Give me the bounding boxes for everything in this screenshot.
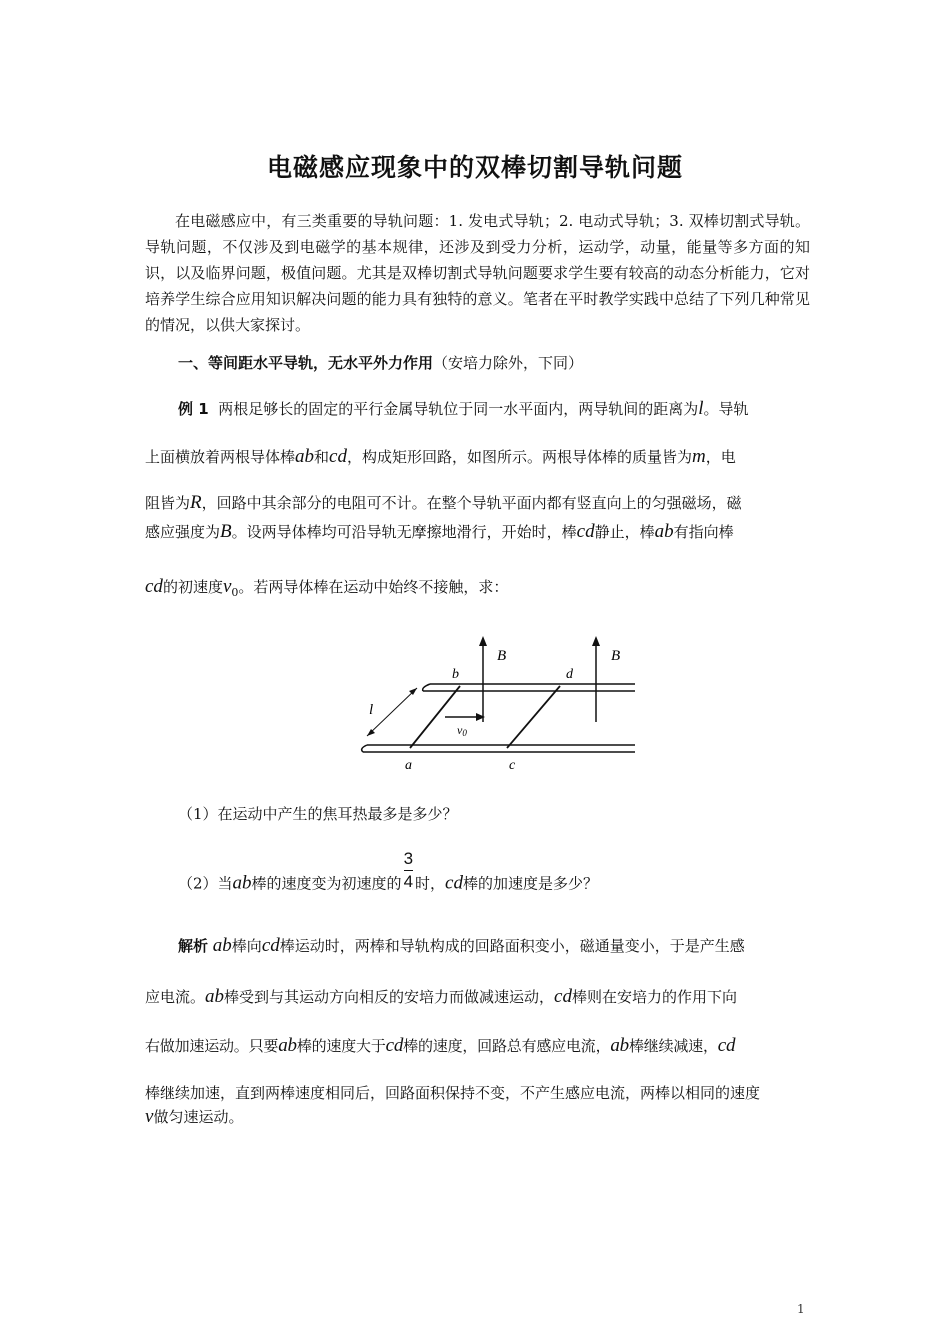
label-d: d	[566, 667, 573, 682]
label-c: c	[509, 758, 516, 773]
analysis-line-1: 解析 ab棒向cd棒运动时，两棒和导轨构成的回路面积变小，磁通量变小，于是产生感	[178, 935, 745, 956]
analysis-line-2: 应电流。ab棒受到与其运动方向相反的安培力而做减速运动，cd棒则在安培力的作用下向	[145, 986, 737, 1007]
example-1-line-5: cd的初速度$v_0$。若两导体棒在运动中始终不接触，求：	[145, 576, 509, 599]
page-number: 1	[797, 1302, 805, 1316]
section-1-heading: 一、等间距水平导轨，无水平外力作用（安培力除外，下同）	[178, 354, 584, 372]
question-2: （2）当ab棒的速度变为初速度的 $\frac{3}{4}$ 时，cd棒的加速度是多少？	[178, 849, 598, 894]
magnetic-field-arrowhead-2	[592, 636, 600, 646]
magnetic-field-arrowhead-1	[479, 636, 487, 646]
label-B-2: B	[611, 648, 621, 664]
rail-diagram	[355, 630, 640, 780]
example-1-line-4: 感应强度为B。设两导体棒均可沿导轨无摩擦地滑行，开始时，棒cd静止，棒ab有指向棒	[145, 521, 734, 542]
example-1-line-1: 例 1 两根足够长的固定的平行金属导轨位于同一水平面内，两导轨间的距离为l。导轨	[178, 398, 749, 419]
example-1-line-2: 上面横放着两根导体棒ab和cd，构成矩形回路，如图所示。两根导体棒的质量皆为m，电	[145, 446, 736, 467]
analysis-line-4: 棒继续加速，直到两棒速度相同后，回路面积保持不变，不产生感应电流，两棒以相同的速度	[145, 1084, 761, 1102]
example-1-line-3: 阻皆为R，回路中其余部分的电阻可不计。在整个导轨平面内都有竖直向上的匀强磁场，磁	[145, 492, 742, 513]
label-l: l	[369, 702, 374, 718]
distance-l-arrow	[367, 688, 417, 736]
top-rail-end	[423, 684, 430, 691]
rod-cd	[507, 686, 560, 748]
label-b: b	[452, 667, 459, 682]
analysis-line-3: 右做加速运动。只要ab棒的速度大于cd棒的速度，回路总有感应电流，ab棒继续减速，cd	[145, 1035, 736, 1056]
page-title: 电磁感应现象中的双棒切割导轨问题	[266, 153, 683, 182]
bottom-rail-end	[362, 745, 367, 752]
question-1: （1）在运动中产生的焦耳热最多是多少？	[178, 805, 458, 823]
label-a: a	[405, 758, 412, 773]
intro-paragraph: 在电磁感应中，有三类重要的导轨问题：1. 发电式导轨；2. 电动式导轨；3. 双棒切割式导轨。导轨问题，不仅涉及到电磁学的基本规律，还涉及到受力分析，运动学，动量，能量等多方面的知识，以及临界问题，极值问题。尤其是双棒切割式导轨问题要求学生要有较高的动态分析能力，它对培养学生综合应用知识解决问题的能力具有独特的意义。笔者在平时教学实践中总结了下列几种常见的情况，以供大家探讨。	[145, 212, 810, 334]
label-v0: v0	[457, 723, 467, 738]
label-B-1: B	[497, 648, 507, 664]
fraction-three-quarters: $\frac{3}{4}$	[403, 849, 414, 891]
analysis-line-5: v做匀速运动。	[145, 1106, 244, 1127]
